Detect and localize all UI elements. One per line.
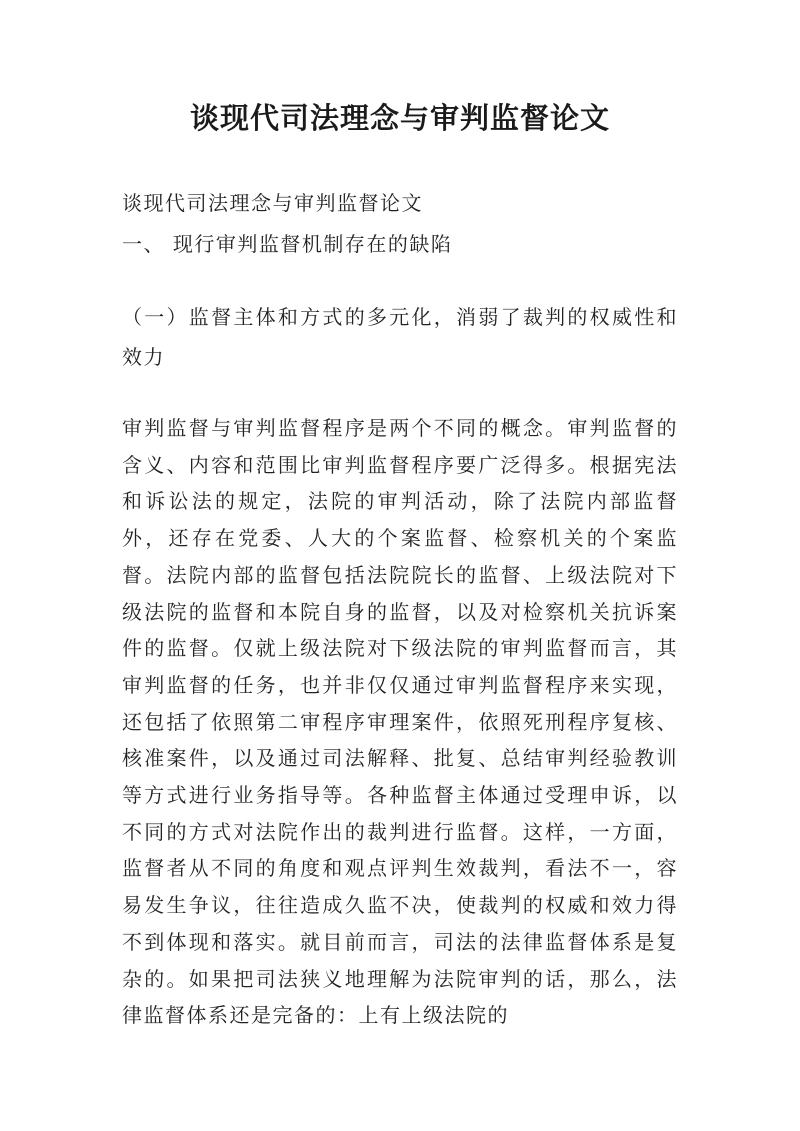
document-subtitle: 谈现代司法理念与审判监督论文 [122,191,423,215]
section-heading: 一、 现行审判监督机制存在的缺陷 [122,232,453,256]
body-paragraph: 审判监督与审判监督程序是两个不同的概念。审判监督的含义、内容和范围比审判监督程序要广泛得多。根据宪法和诉讼法的规定，法院的审判活动，除了法院内部监督外，还存在党委、人大的个案监督、检察机关的个案监督。法院内部的监督包括法院院长的监督、上级法院对下级法院的监督和本院自身的监督，以及对检察机关抗诉案件的监督。仅就上级法院对下级法院的审判监督而言，其审判监督的任务，也并非仅仅通过审判监督程序来实现，还包括了依照第二审程序审理案件，依照死刑程序复核、核准案件，以及通过司法解释、批复、总结审判经验教训等方式进行业务指导等。各种监督主体通过受理申诉，以不同的方式对法院作出的裁判进行监督。这样，一方面，监督者从不同的角度和观点评判生效裁判，看法不一，容易发生争议，往往造成久监不决，使裁判的权威和效力得不到体现和落实。就目前而言，司法的法律监督体系是复杂的。如果把司法狭义地理解为法院审判的话，那么，法律监督体系还是完备的：上有上级法院的 [122,416,678,1028]
subsection-heading: （一）监督主体和方式的多元化，消弱了裁判的权威性和效力 [122,305,678,369]
document-title: 谈现代司法理念与审判监督论文 [189,101,610,135]
